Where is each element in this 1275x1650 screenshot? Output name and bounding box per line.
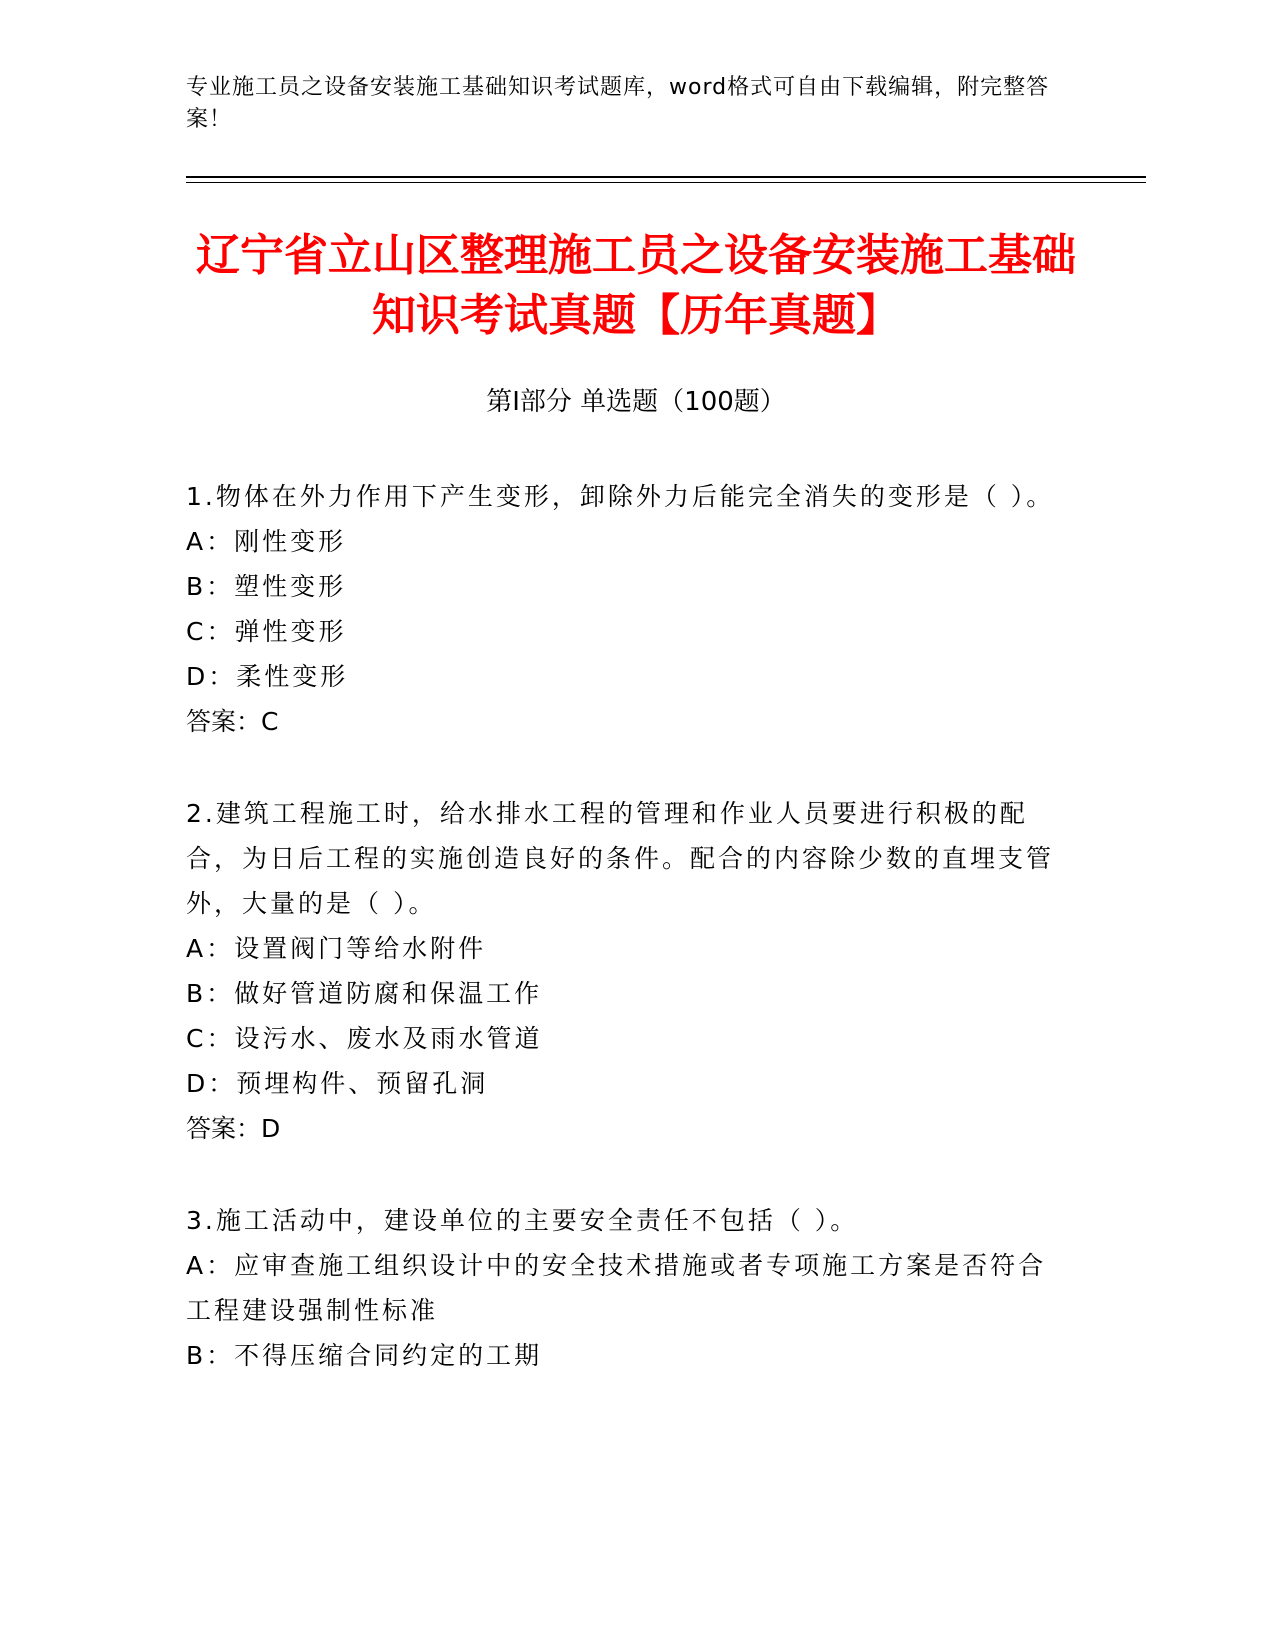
question-item — [186, 1198, 1066, 1378]
question-spacer — [186, 1151, 1066, 1198]
question-item — [186, 791, 1066, 1151]
header-note: 专业施工员之设备安装施工基础知识考试题库，word格式可自由下载编辑，附完整答案！ — [186, 75, 1050, 132]
option-a: A：刚性变形 — [186, 527, 347, 556]
question-stem: 1.物体在外力作用下产生变形，卸除外力后能完全消失的变形是（ ）。 — [186, 482, 1055, 511]
document-title: 辽宁省立山区整理施工员之设备安装施工基础知识考试真题【历年真题】 — [196, 230, 1076, 341]
answer-line: 答案：C — [186, 707, 279, 736]
option-a: A：设置阀门等给水附件 — [186, 934, 487, 963]
header-rule-thin — [186, 182, 1146, 183]
option-c: C：设污水、废水及雨水管道 — [186, 1024, 543, 1053]
option-b: B：做好管道防腐和保温工作 — [186, 979, 543, 1008]
question-stem: 3.施工活动中，建设单位的主要安全责任不包括（ ）。 — [186, 1206, 859, 1235]
question-spacer — [186, 744, 1066, 791]
header-rule-thick — [186, 176, 1146, 178]
question-item — [186, 474, 1066, 744]
option-a: A：应审查施工组织设计中的安全技术措施或者专项施工方案是否符合工程建设强制性标准 — [186, 1251, 1047, 1325]
section-title: 第Ⅰ部分 单选题（100题） — [486, 387, 786, 417]
option-d: D：预埋构件、预留孔洞 — [186, 1069, 489, 1098]
option-b: B：不得压缩合同约定的工期 — [186, 1341, 543, 1370]
option-c: C：弹性变形 — [186, 617, 347, 646]
option-d: D：柔性变形 — [186, 662, 349, 691]
answer-line: 答案：D — [186, 1114, 281, 1143]
question-list — [186, 474, 1066, 1378]
option-b: B：塑性变形 — [186, 572, 347, 601]
question-stem: 2.建筑工程施工时，给水排水工程的管理和作业人员要进行积极的配合，为日后工程的实施创造良好的条件。配合的内容除少数的直埋支管外，大量的是（ ）。 — [186, 799, 1055, 918]
